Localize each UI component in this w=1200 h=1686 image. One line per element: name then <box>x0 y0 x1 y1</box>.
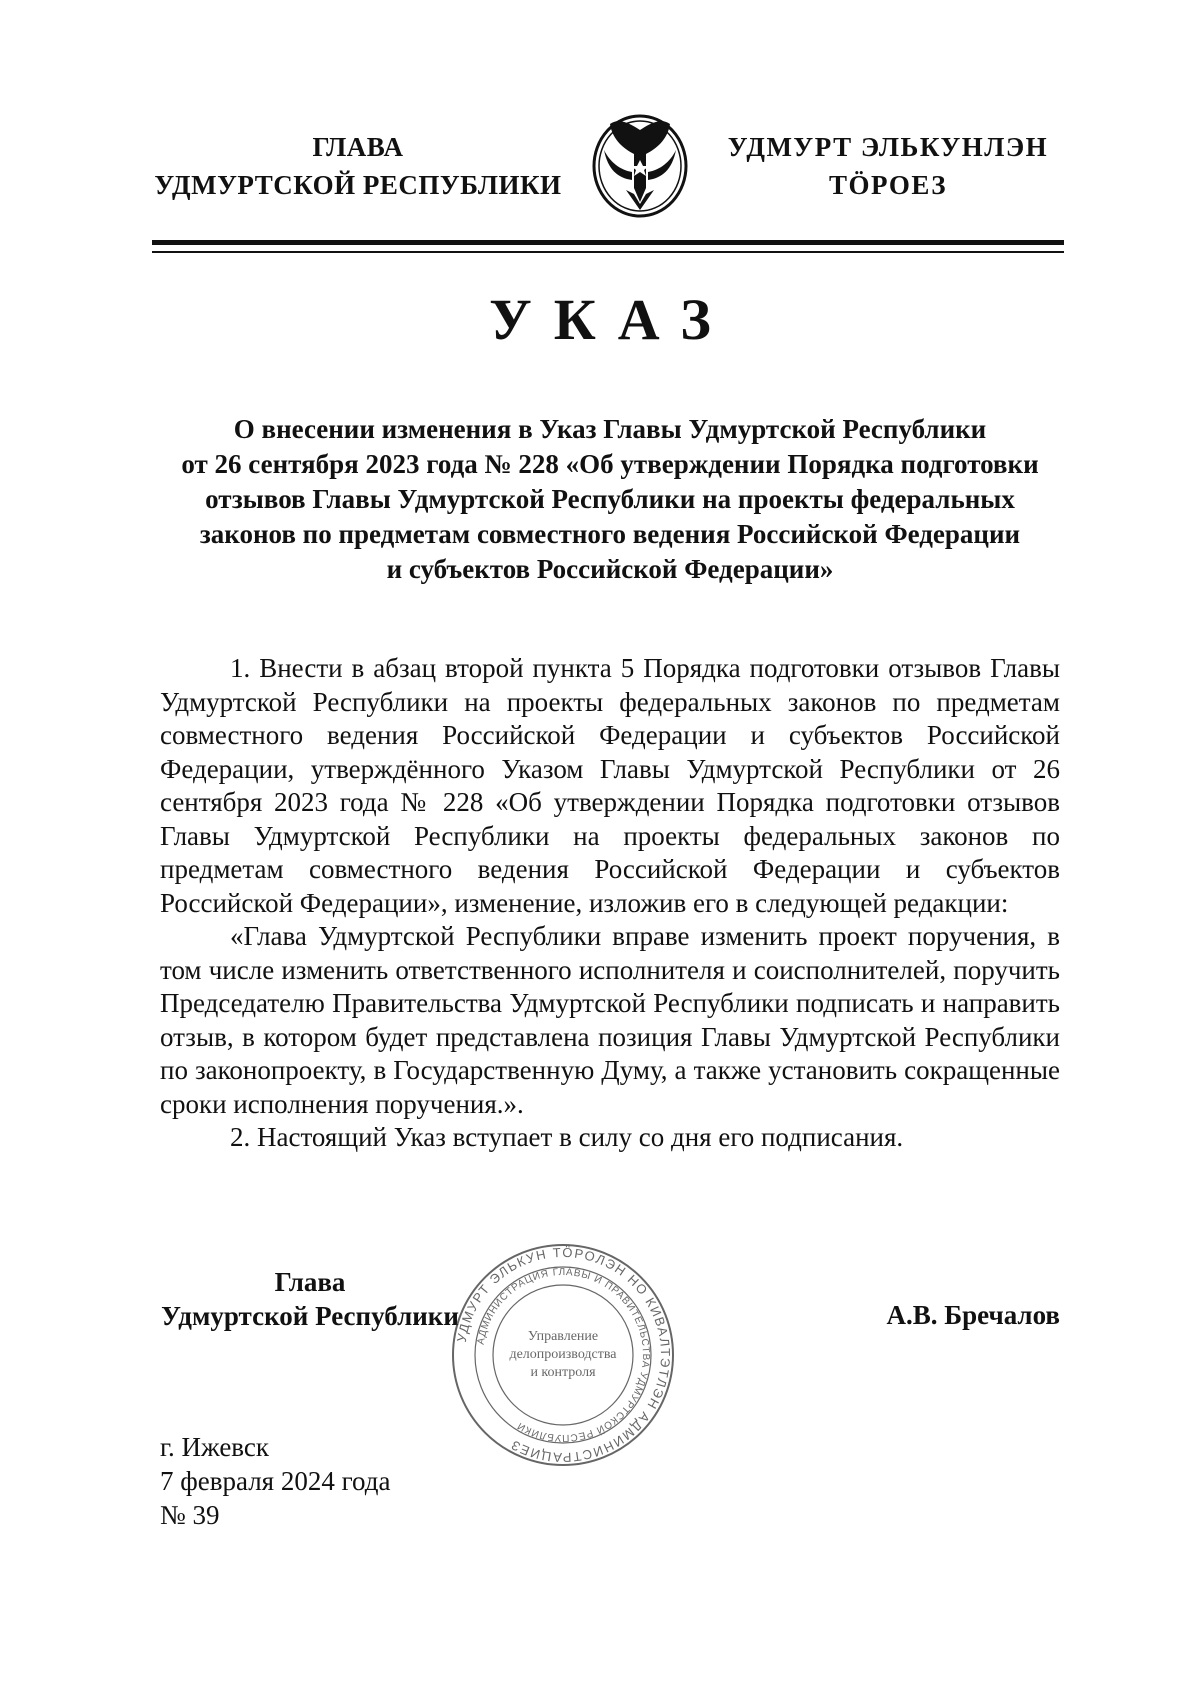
city: г. Ижевск <box>160 1432 270 1462</box>
clause-1: 1. Внести в абзац второй пункта 5 Порядка подготовки отзывов Главы Удмуртской Республики на проекты федеральных законов по предметам совместного ведения Российской Федерации и субъектов Российской Федерации, утверждённого Указом Главы Удмуртской Республики от 26 сентября 2023 года № 228 «Об утверждении Порядка подготовки отзывов Главы Удмуртской Республики на проекты федеральных законов по предметам совместного ведения Российской Федерации и субъектов Российской Федерации», изменение, изложив его в следующей редакции: <box>160 653 1060 918</box>
signatory-title-line2: Удмуртской Республики <box>161 1301 459 1331</box>
signatory-name: А.В. Бречалов <box>886 1300 1060 1330</box>
clause-1-new-text: «Глава Удмуртской Республики вправе изменить проект поручения, в том числе изменить ответственного исполнителя и соисполнителей, поручить Председателю Правительства Удмуртской Республики подписать и направить отзыв, в котором будет представлена позиция Главы Удмуртской Республики по законопроекту, в Государственную Думу, а также установить сокращенные сроки исполнения поручения.». <box>160 921 1060 1119</box>
document-number: № 39 <box>160 1500 220 1530</box>
subject-line: законов по предметам совместного ведения Российской Федерации <box>199 519 1021 549</box>
place-date-number <box>160 1430 560 1532</box>
header-divider-thin <box>152 251 1064 253</box>
subject-line: отзывов Главы Удмуртской Республики на проекты федеральных <box>205 484 1015 514</box>
signatory-title-line1: Глава <box>274 1267 346 1297</box>
issuer-udm <box>708 128 1068 204</box>
subject-line: О внесении изменения в Указ Главы Удмуртской Республики <box>233 414 987 444</box>
subject-line: от 26 сентября 2023 года № 228 «Об утверждении Порядка подготовки <box>181 449 1039 479</box>
issuer-ru <box>148 128 568 204</box>
issuer-udm-line2: ТӦРОЕЗ <box>829 170 947 200</box>
signatory-title <box>160 1265 460 1333</box>
issuer-ru-line1: ГЛАВА <box>312 132 404 162</box>
subject-line: и субъектов Российской Федерации» <box>386 554 834 584</box>
document-subject <box>160 412 1060 587</box>
date: 7 февраля 2024 года <box>160 1466 391 1496</box>
issuer-ru-line2: УДМУРТСКОЙ РЕСПУБЛИКИ <box>154 170 562 200</box>
stamp-inner-text: АДМИНИСТРАЦИЯ ГЛАВЫ И ПРАВИТЕЛЬСТВА УДМУРТСКОЙ РЕСПУБЛИКИ <box>475 1266 652 1444</box>
stamp-center-line1: Управление <box>527 1329 599 1344</box>
clause-2: 2. Настоящий Указ вступает в силу со дня его подписания. <box>230 1122 904 1152</box>
stamp-center-line3: и контроля <box>530 1365 596 1380</box>
header-divider-thick <box>152 240 1064 245</box>
issuer-udm-line1: УДМУРТ ЭЛЬКУНЛЭН <box>727 132 1049 162</box>
coat-of-arms-icon <box>588 110 692 220</box>
stamp-outer-text: УДМУРТ ЭЛЬКУН ТӦРОЛЭН НО КИВАЛТЭТЛЭН АДМИНИСТРАЦИЕЗ <box>453 1244 674 1466</box>
document-body <box>160 652 1060 1155</box>
stamp-center-line2: делопроизводства <box>509 1347 617 1362</box>
document-title: УКАЗ <box>489 287 733 352</box>
